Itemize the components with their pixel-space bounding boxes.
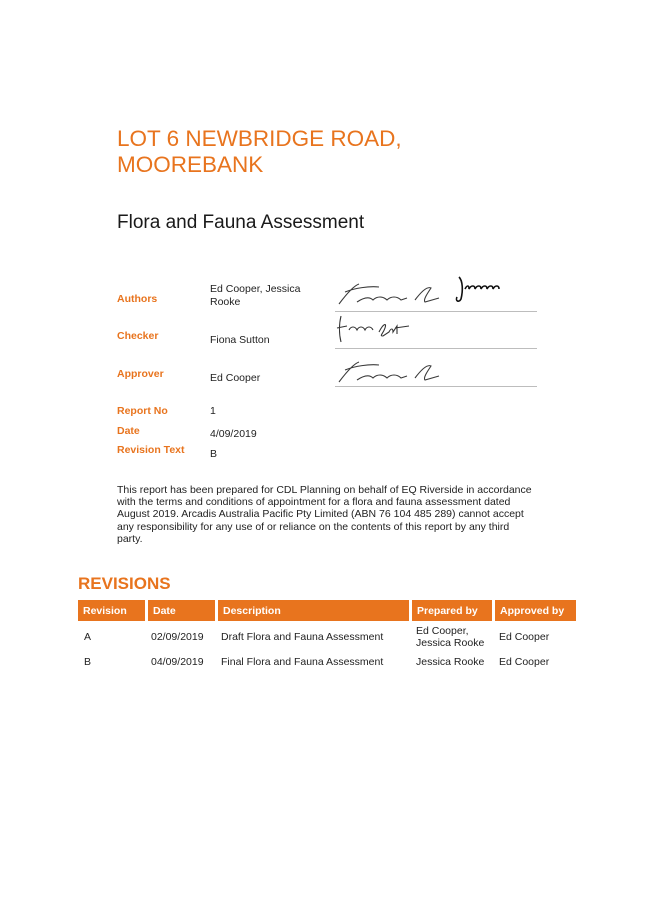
revision-text-value: B bbox=[210, 448, 218, 460]
approver-value: Ed Cooper bbox=[210, 372, 261, 384]
document-title bbox=[117, 126, 537, 178]
date-value: 4/09/2019 bbox=[210, 428, 257, 440]
row-prepared-by: Jessica Rooke bbox=[416, 656, 485, 668]
document-subtitle: Flora and Fauna Assessment bbox=[117, 212, 365, 233]
checker-label: Checker bbox=[117, 330, 159, 342]
disclaimer-paragraph: This report has been prepared for CDL Planning on behalf of EQ Riverside in accordance with the terms and conditions of appointment for a flora and fauna assessment dated August 2019. Arcadis Australia Pacific Pty Limited (ABN 76 104 485 289) cannot accept any responsibility for any use of or reliance on the contents of this report by any third party. bbox=[117, 484, 532, 545]
row-prepared-by: Ed Cooper, Jessica Rooke bbox=[416, 625, 485, 649]
jessica-rooke-signature bbox=[455, 275, 505, 305]
row-approved-by: Ed Cooper bbox=[499, 631, 550, 643]
row-description: Draft Flora and Fauna Assessment bbox=[221, 631, 384, 643]
ed-cooper-approver-signature bbox=[335, 354, 445, 386]
row-date: 04/09/2019 bbox=[151, 656, 204, 668]
revisions-heading: REVISIONS bbox=[78, 574, 171, 593]
authors-value bbox=[210, 283, 300, 309]
header-approved-by: Approved by bbox=[495, 600, 576, 621]
checker-value: Fiona Sutton bbox=[210, 334, 270, 346]
revision-text-label: Revision Text bbox=[117, 444, 185, 456]
header-prepared-by: Prepared by bbox=[412, 600, 492, 621]
report-no-value: 1 bbox=[210, 405, 216, 417]
row-description: Final Flora and Fauna Assessment bbox=[221, 656, 384, 668]
ed-cooper-signature bbox=[335, 278, 445, 310]
checker-signature-line bbox=[335, 348, 537, 349]
header-revision: Revision bbox=[78, 600, 145, 621]
authors-signature-line bbox=[335, 311, 537, 312]
row-approved-by: Ed Cooper bbox=[499, 656, 550, 668]
report-no-label: Report No bbox=[117, 405, 168, 417]
authors-value-line-1: Ed Cooper, Jessica bbox=[210, 283, 301, 295]
title-line-2: MOOREBANK bbox=[117, 152, 264, 177]
row-revision: B bbox=[84, 656, 92, 668]
header-description: Description bbox=[218, 600, 409, 621]
fiona-sutton-signature bbox=[335, 314, 415, 346]
title-line-1: LOT 6 NEWBRIDGE ROAD, bbox=[117, 126, 402, 151]
approver-label: Approver bbox=[117, 368, 164, 380]
row-revision: A bbox=[84, 631, 92, 643]
approver-signature-line bbox=[335, 386, 537, 387]
authors-value-line-2: Rooke bbox=[210, 296, 241, 308]
date-label: Date bbox=[117, 425, 140, 437]
header-date: Date bbox=[148, 600, 215, 621]
authors-label: Authors bbox=[117, 293, 158, 305]
row-date: 02/09/2019 bbox=[151, 631, 204, 643]
